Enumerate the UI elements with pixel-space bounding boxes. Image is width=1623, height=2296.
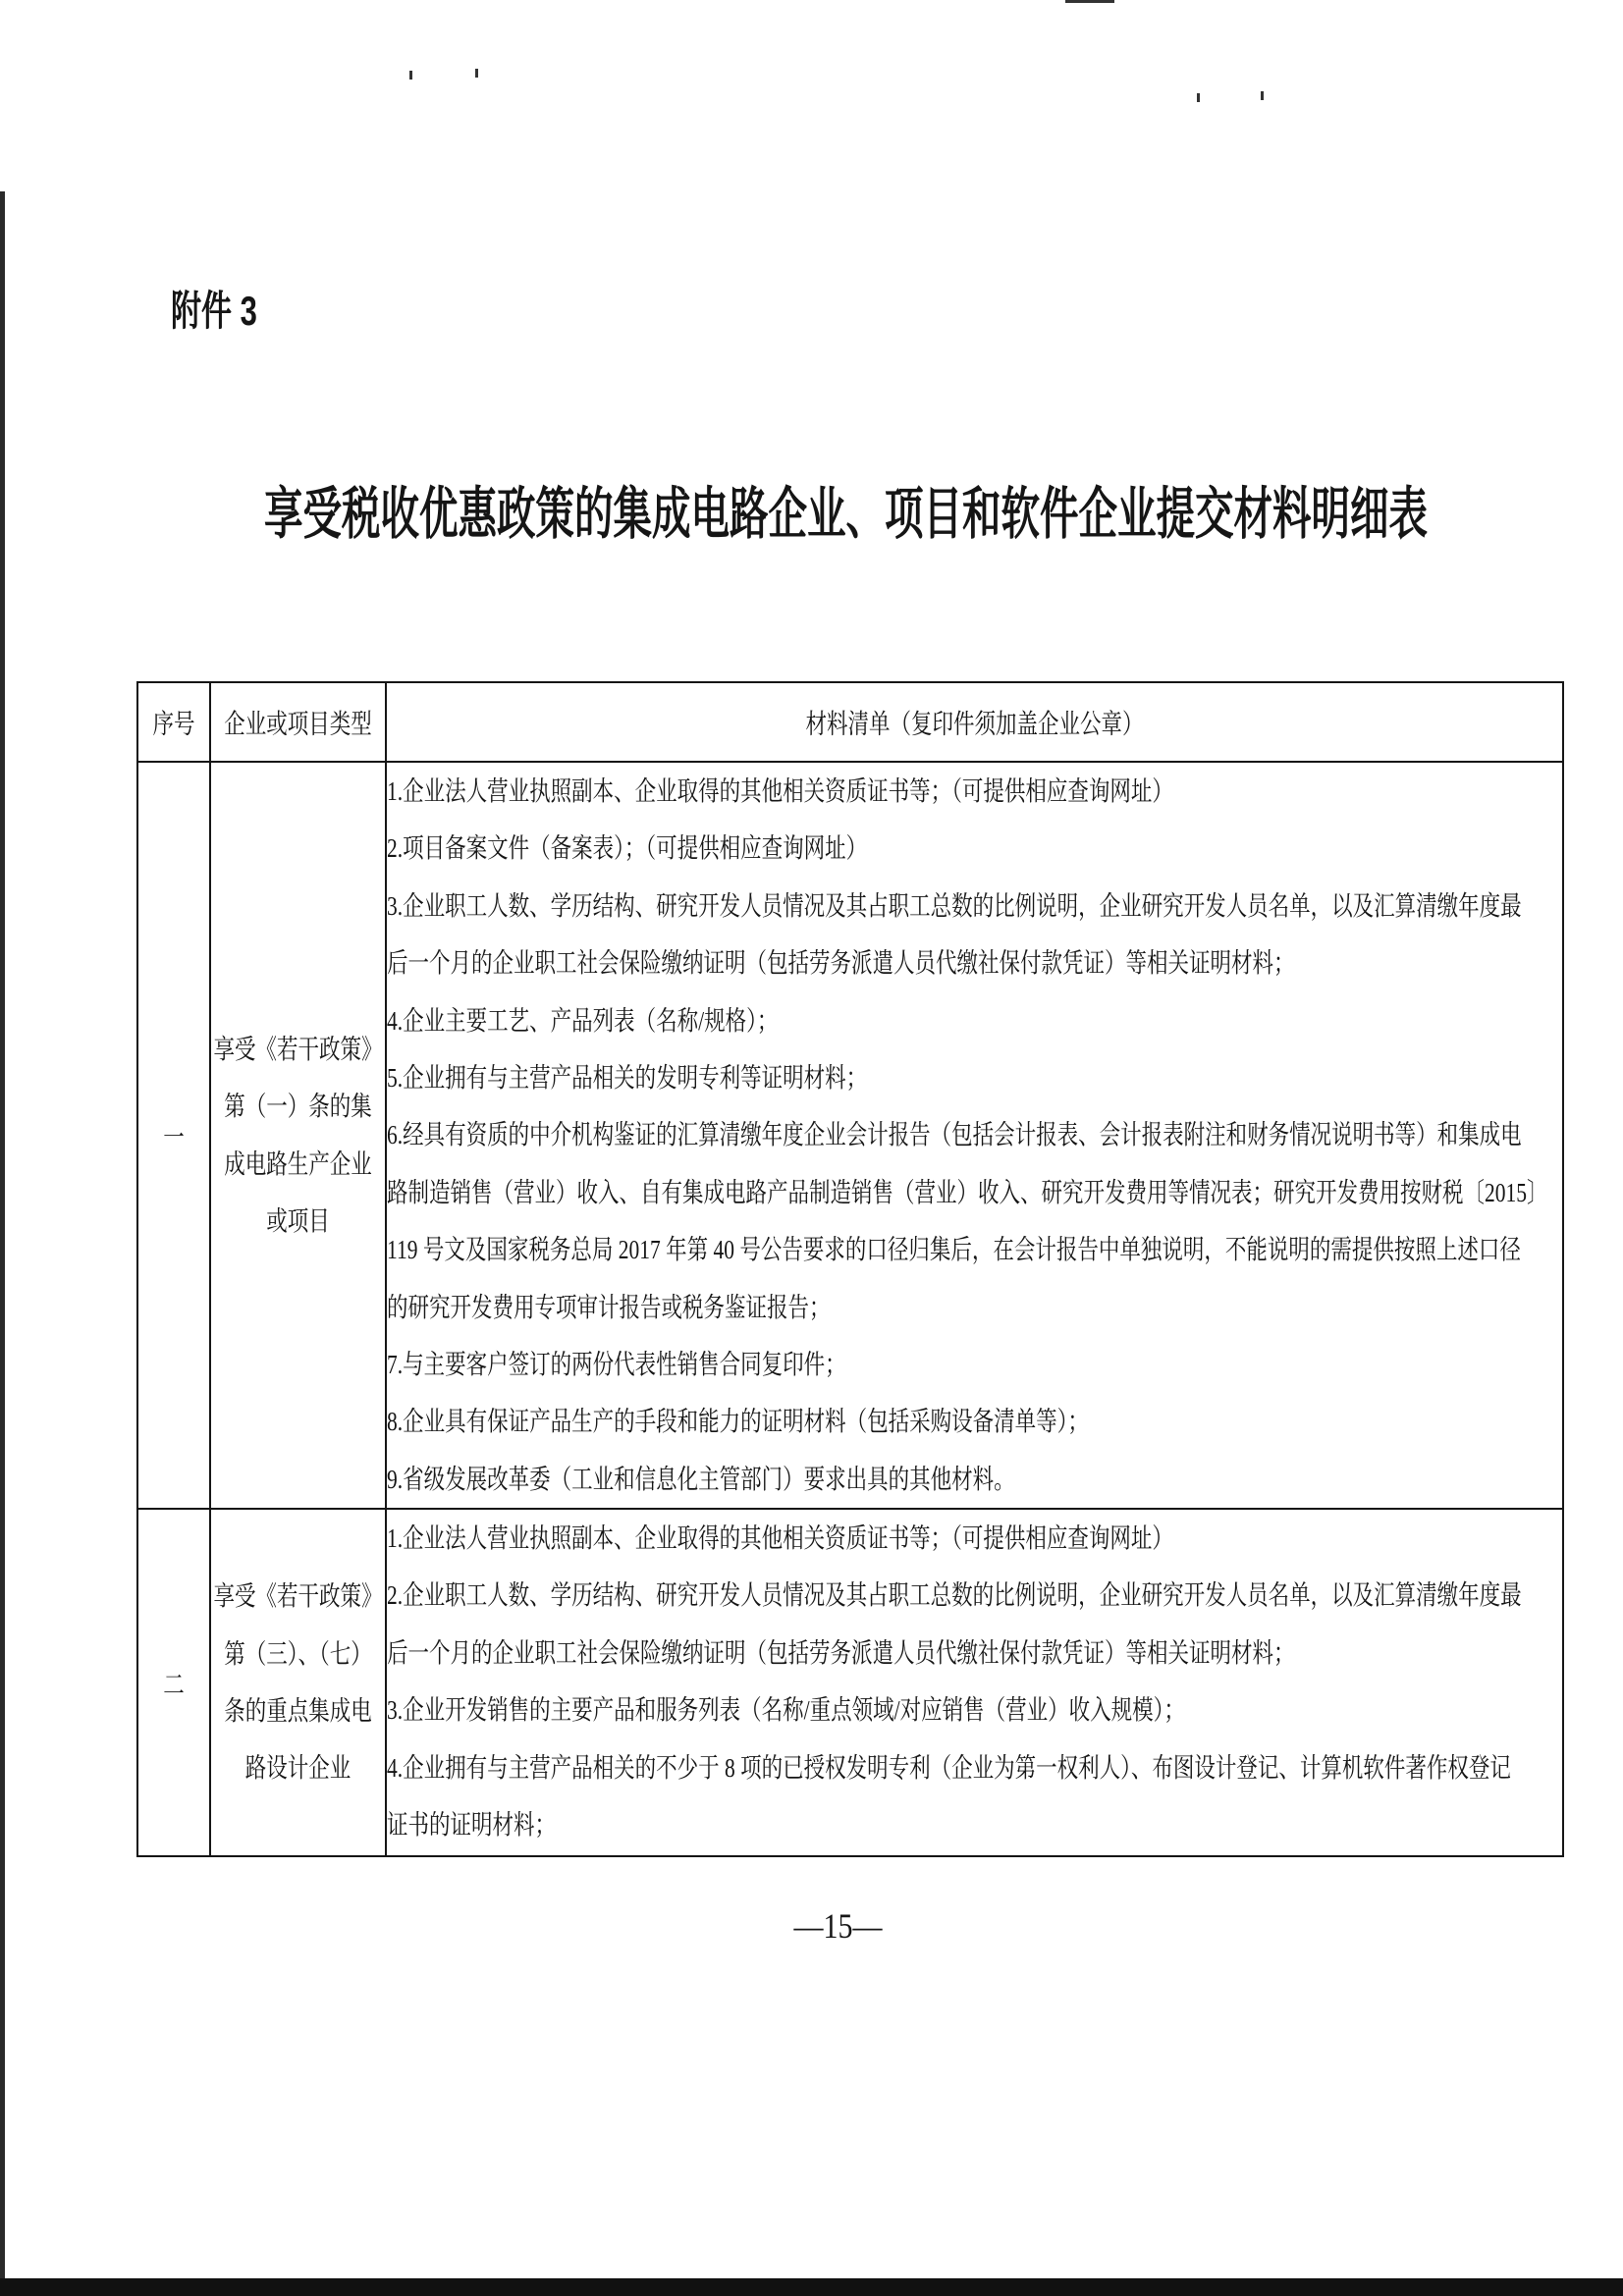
scan-edge-left: [0, 191, 5, 2296]
material-item: [387, 1567, 1562, 1682]
row-type-line: 路设计企业: [244, 1753, 352, 1784]
material-item-line: 4.企业主要工艺、产品列表（名称/规格）；: [387, 1005, 779, 1036]
material-item-line: 路制造销售（营业）收入、自有集成电路产品制造销售（营业）收入、研究开发费用等情况表；研究开发费用按财税〔2015〕: [387, 1177, 1548, 1208]
row-index-cell: [137, 1509, 210, 1856]
row-index: 二: [163, 1669, 185, 1700]
scan-mark: [1261, 91, 1264, 100]
material-item-line: 2.企业职工人数、学历结构、研究开发人员情况及其占职工总数的比例说明，企业研究开发人员名单，以及汇算清缴年度最: [387, 1580, 1522, 1611]
row-materials-cell: [386, 1509, 1563, 1856]
row-materials-cell: [386, 762, 1563, 1509]
material-item-line: 证书的证明材料；: [387, 1809, 557, 1841]
scan-mark: [409, 71, 412, 80]
material-item-line: 9.省级发展改革委（工业和信息化主管部门）要求出具的其他材料。: [387, 1464, 1015, 1494]
material-item-line: 119 号文及国家税务总局 2017 年第 40 号公告要求的口径归集后，在会计报告中单独说明，不能说明的需提供按照上述口径: [387, 1234, 1521, 1265]
material-item-line: 3.企业开发销售的主要产品和服务列表（名称/重点领域/对应销售（营业）收入规模）；: [387, 1694, 1185, 1726]
table-row: [137, 1509, 1563, 1856]
row-type-line: 第（三）、（七）: [224, 1638, 372, 1669]
material-item-line: 8.企业具有保证产品生产的手段和能力的证明材料（包括采购设备清单等）；: [387, 1406, 1089, 1437]
page-number: —15—: [793, 1906, 883, 1947]
header-label: 序号: [152, 709, 195, 739]
material-item-line: 7.与主要客户签订的两份代表性销售合同复印件；: [387, 1349, 846, 1380]
materials-table: [136, 681, 1564, 1857]
material-item: [387, 878, 1562, 992]
scan-mark: [475, 69, 478, 78]
material-item-line: 1.企业法人营业执照副本、企业取得的其他相关资质证书等；（可提供相应查询网址）: [387, 1522, 1173, 1554]
row-type-line: 享受《若干政策》: [213, 1580, 383, 1612]
material-item-line: 5.企业拥有与主营产品相关的发明专利等证明材料；: [387, 1062, 868, 1094]
table-row: [137, 762, 1563, 1509]
attachment-label: 附件 3: [171, 288, 257, 335]
header-cell-index: [137, 682, 210, 762]
row-type-cell: [210, 762, 386, 1509]
header-label: 材料清单（复印件须加盖企业公章）: [805, 709, 1144, 739]
material-item: [387, 1106, 1562, 1336]
header-cell-materials: [386, 682, 1563, 762]
row-type-line: 条的重点集成电: [224, 1695, 372, 1727]
material-item: [387, 1739, 1562, 1854]
material-item-line: 2.项目备案文件（备案表）；（可提供相应查询网址）: [387, 832, 868, 864]
header-cell-type: [210, 682, 386, 762]
row-type-line: 享受《若干政策》: [213, 1034, 383, 1065]
material-item-line: 后一个月的企业职工社会保险缴纳证明（包括劳务派遣人员代缴社保付款凭证）等相关证明材料；: [387, 947, 1295, 979]
row-type-line: 第（一）条的集: [224, 1091, 372, 1122]
table-header-row: [137, 682, 1563, 762]
row-type-line: 或项目: [266, 1205, 330, 1237]
material-item-line: 后一个月的企业职工社会保险缴纳证明（包括劳务派遣人员代缴社保付款凭证）等相关证明材料；: [387, 1637, 1295, 1669]
scan-edge-bottom: [0, 2278, 1623, 2296]
material-item-line: 的研究开发费用专项审计报告或税务鉴证报告；: [387, 1292, 831, 1322]
scan-top-line: [1065, 0, 1114, 3]
row-index: 一: [163, 1122, 185, 1152]
row-type-cell: [210, 1509, 386, 1856]
row-index-cell: [137, 762, 210, 1509]
row-type-line: 成电路生产企业: [224, 1148, 372, 1179]
material-item-line: 1.企业法人营业执照副本、企业取得的其他相关资质证书等；（可提供相应查询网址）: [387, 775, 1173, 807]
material-item-line: 3.企业职工人数、学历结构、研究开发人员情况及其占职工总数的比例说明，企业研究开发人员名单，以及汇算清缴年度最: [387, 890, 1522, 922]
document-title: 享受税收优惠政策的集成电路企业、项目和软件企业提交材料明细表: [264, 483, 1428, 546]
scan-mark: [1197, 93, 1200, 102]
material-item-line: 4.企业拥有与主营产品相关的不少于 8 项的已授权发明专利（企业为第一权利人）、布图设计登记、计算机软件著作权登记: [387, 1752, 1511, 1783]
material-item-line: 6.经具有资质的中介机构鉴证的汇算清缴年度企业会计报告（包括会计报表、会计报表附注和财务情况说明书等）和集成电: [387, 1119, 1522, 1150]
header-label: 企业或项目类型: [224, 709, 372, 739]
material-item: [387, 1451, 1562, 1508]
